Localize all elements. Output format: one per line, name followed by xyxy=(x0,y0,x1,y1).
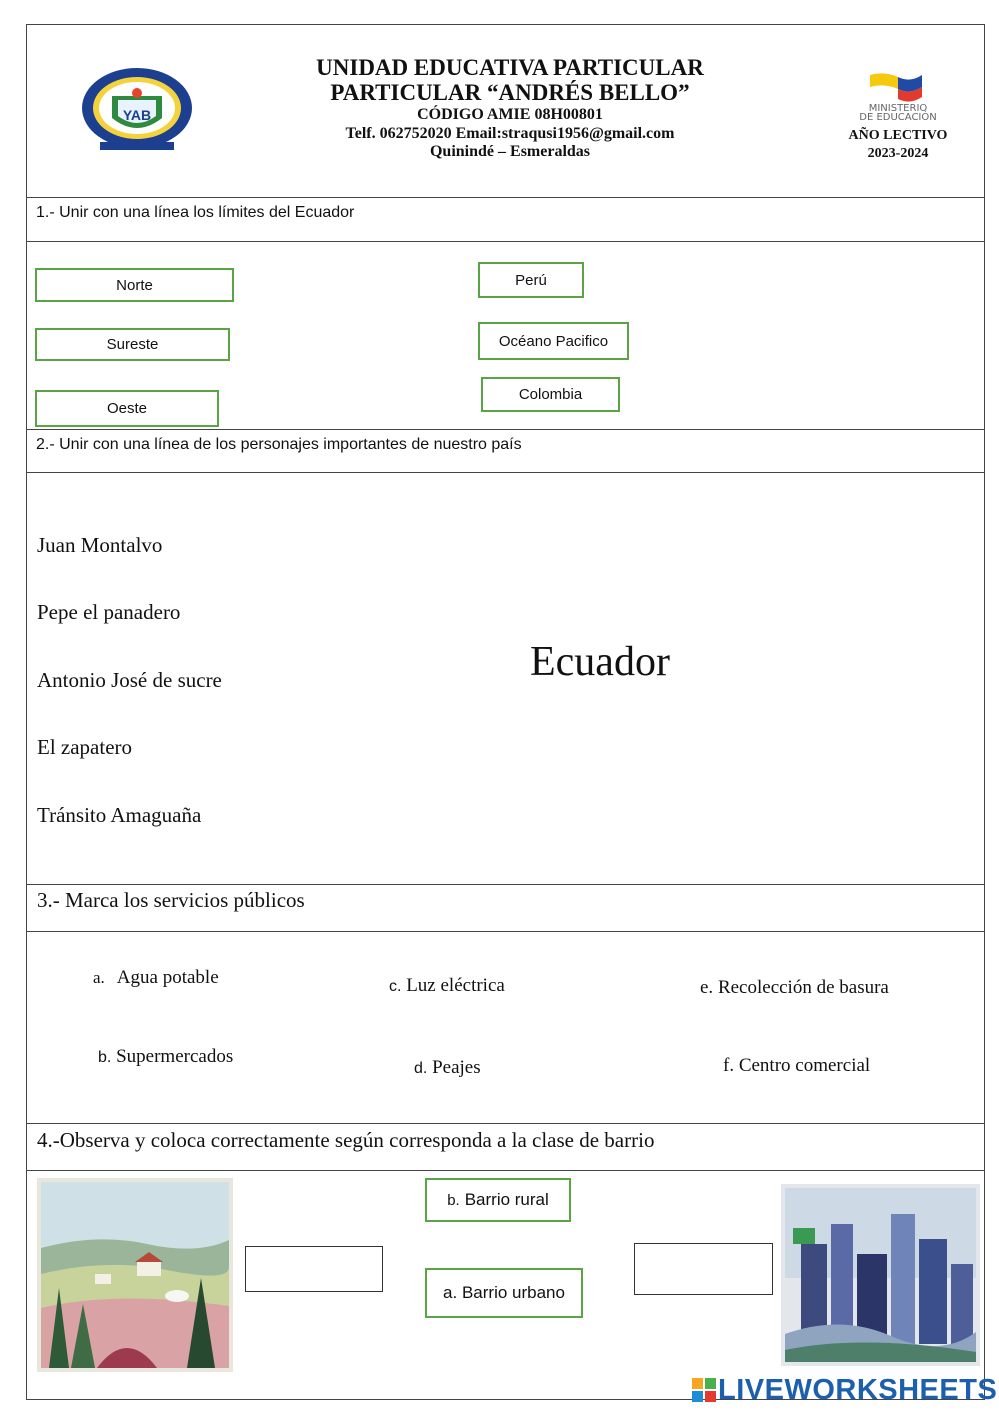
divider xyxy=(26,429,985,430)
option-barrio-urbano[interactable]: a. Barrio urbano xyxy=(425,1268,583,1318)
option-sureste[interactable]: Sureste xyxy=(35,328,230,361)
liveworksheets-watermark: LIVEWORKSHEETS xyxy=(718,1374,998,1406)
divider xyxy=(26,884,985,885)
ministry-name-line2: DE EDUCACIÓN xyxy=(859,112,937,123)
target-ecuador[interactable]: Ecuador xyxy=(530,639,670,685)
answer-box-urban[interactable] xyxy=(634,1243,773,1295)
question-1-prompt: 1.- Unir con una línea los límites del Ecuador xyxy=(36,204,355,221)
option-letter: a. xyxy=(93,968,105,987)
ministry-name-line1: MINISTERIO xyxy=(868,103,928,114)
question-4-prompt: 4.-Observa y coloca correctamente según corresponda a la clase de barrio xyxy=(37,1128,655,1152)
person-transito-amaguana[interactable]: Tránsito Amaguaña xyxy=(37,803,202,827)
option-text: Supermercados xyxy=(116,1046,234,1067)
school-logo xyxy=(78,66,196,154)
answer-box-rural[interactable] xyxy=(245,1246,383,1292)
liveworksheets-logo-icon xyxy=(692,1378,716,1402)
person-antonio-jose-de-sucre[interactable]: Antonio José de sucre xyxy=(37,668,222,692)
school-name-line1: UNIDAD EDUCATIVA PARTICULAR xyxy=(316,55,704,80)
option-letter: b. xyxy=(98,1049,112,1066)
ministry-flag-logo xyxy=(866,71,928,103)
divider xyxy=(26,1170,985,1171)
option-letter: b. xyxy=(447,1191,460,1209)
service-recoleccion-de-basura[interactable] xyxy=(700,977,889,999)
divider xyxy=(26,1123,985,1124)
option-text: Recolección de basura xyxy=(717,977,889,998)
option-text: Centro comercial xyxy=(738,1055,871,1076)
divider xyxy=(26,472,985,473)
option-text: Peajes xyxy=(432,1057,481,1078)
question-2-prompt: 2.- Unir con una línea de los personajes importantes de nuestro país xyxy=(36,436,522,453)
service-luz-electrica[interactable] xyxy=(389,975,505,997)
svg-text:YAB: YAB xyxy=(122,107,152,123)
option-letter: e. xyxy=(700,977,714,998)
option-colombia[interactable]: Colombia xyxy=(481,377,620,412)
contact-info: Telf. 062752020 Email:straqusi1956@gmail.com xyxy=(345,125,675,142)
question-3-prompt: 3.- Marca los servicios públicos xyxy=(37,888,305,912)
service-peajes[interactable] xyxy=(414,1057,481,1079)
person-juan-montalvo[interactable]: Juan Montalvo xyxy=(37,533,163,557)
option-text: Barrio rural xyxy=(464,1190,549,1209)
amie-code: CÓDIGO AMIE 08H00801 xyxy=(417,106,603,123)
school-name-line2: PARTICULAR “ANDRÉS BELLO” xyxy=(330,80,690,105)
option-oceano-pacifico[interactable]: Océano Pacifico xyxy=(478,322,629,360)
option-text: Luz eléctrica xyxy=(406,975,505,996)
option-letter: d. xyxy=(414,1060,428,1077)
school-year: 2023-2024 xyxy=(867,146,929,161)
option-peru[interactable]: Perú xyxy=(478,262,584,298)
school-year-label: AÑO LECTIVO xyxy=(848,128,948,143)
person-pepe-el-panadero[interactable]: Pepe el panadero xyxy=(37,600,181,624)
divider xyxy=(26,241,985,242)
divider xyxy=(26,931,985,932)
option-barrio-rural[interactable] xyxy=(425,1178,571,1222)
urban-cityscape-image xyxy=(781,1184,980,1366)
service-agua-potable[interactable] xyxy=(93,967,219,989)
divider xyxy=(26,197,985,198)
school-location: Quinindé – Esmeraldas xyxy=(429,143,591,160)
rural-landscape-image xyxy=(37,1178,233,1372)
option-oeste[interactable]: Oeste xyxy=(35,390,219,427)
person-el-zapatero[interactable]: El zapatero xyxy=(37,735,133,759)
service-centro-comercial[interactable] xyxy=(723,1055,870,1077)
service-supermercados[interactable] xyxy=(98,1046,233,1068)
option-norte[interactable]: Norte xyxy=(35,268,234,302)
option-letter: c. xyxy=(389,978,402,995)
option-text: Agua potable xyxy=(116,967,219,988)
option-letter: f. xyxy=(723,1055,735,1076)
